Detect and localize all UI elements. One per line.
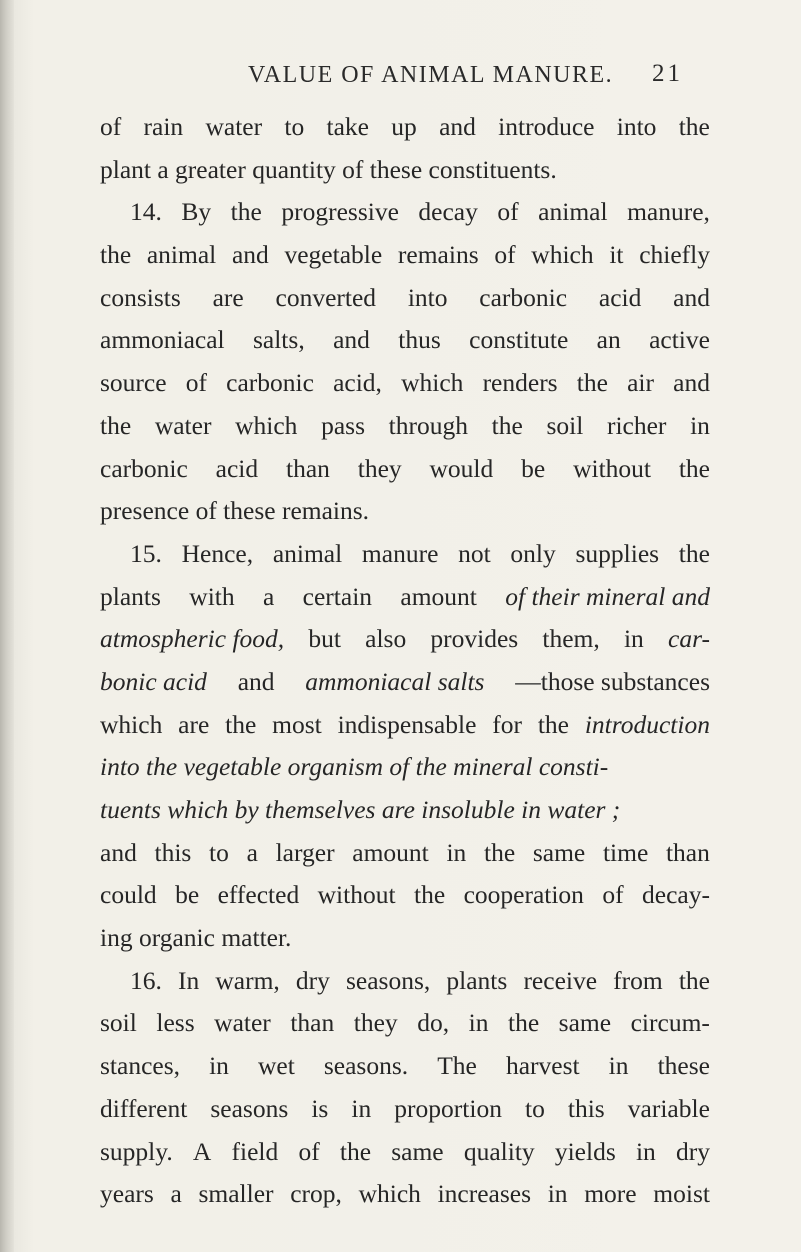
word: amount <box>352 837 429 867</box>
word: be <box>521 453 546 483</box>
word: the <box>678 538 710 568</box>
word: to <box>209 837 229 867</box>
word: the <box>678 965 710 995</box>
word: quality <box>463 1136 535 1166</box>
word: the <box>537 709 569 739</box>
word: 14. <box>130 197 162 227</box>
word: the <box>413 880 446 910</box>
word: different <box>100 1093 188 1123</box>
text-line <box>100 618 710 661</box>
word: but <box>308 624 341 654</box>
word: is <box>311 1093 329 1123</box>
word: In <box>177 965 200 995</box>
word: than <box>665 837 710 867</box>
word: in <box>635 1136 656 1166</box>
word: dry <box>295 965 330 995</box>
word: seasons <box>210 1093 289 1123</box>
word: certain <box>302 581 373 611</box>
text-line <box>100 234 710 277</box>
text-line <box>100 191 710 234</box>
word: and <box>333 325 370 355</box>
text-line <box>100 917 710 960</box>
word: ammoniacal <box>100 325 225 355</box>
word: the <box>576 368 608 398</box>
word: and <box>231 240 269 270</box>
word: a <box>246 837 258 867</box>
word: A <box>192 1136 212 1166</box>
word: acid, <box>333 368 382 398</box>
word: from <box>613 965 663 995</box>
word: variable <box>627 1093 710 1123</box>
text-line <box>100 746 710 789</box>
word: the <box>507 1008 540 1038</box>
word: plants <box>100 581 161 611</box>
word: would <box>429 453 494 483</box>
word: in <box>351 1093 372 1123</box>
word: 15. <box>130 538 162 568</box>
word: of <box>185 368 207 398</box>
word: in <box>209 1051 229 1081</box>
word: of <box>602 880 624 910</box>
word: smaller <box>198 1179 274 1209</box>
word: these <box>657 1051 710 1081</box>
text-line <box>100 149 710 192</box>
word: active <box>649 325 710 355</box>
word: the <box>678 453 710 483</box>
word: pass <box>321 410 366 440</box>
word: in <box>547 1179 568 1209</box>
word: carbonic <box>226 368 314 398</box>
word: moist <box>653 1179 710 1209</box>
word: the <box>484 837 516 867</box>
word: converted <box>275 282 377 312</box>
text-line <box>100 874 710 917</box>
word: into <box>407 282 448 312</box>
word: —those substances <box>515 666 710 696</box>
word: than <box>285 453 330 483</box>
word: them, <box>542 624 600 654</box>
text-line <box>100 1045 710 1088</box>
word: a <box>170 1179 182 1209</box>
word: warm, <box>215 965 280 995</box>
word: seasons, <box>346 965 431 995</box>
italic-word: atmospheric food, <box>100 624 285 654</box>
word: manure <box>361 538 439 568</box>
word: salts, <box>252 325 305 355</box>
word: water <box>154 410 212 440</box>
body-text <box>100 106 710 1216</box>
word: in <box>608 1051 629 1081</box>
word: most <box>272 709 322 739</box>
word: the <box>100 410 132 440</box>
text-line <box>100 576 710 619</box>
word: soil <box>546 410 584 440</box>
word: yields <box>554 1136 616 1166</box>
word: and <box>673 368 710 398</box>
word: of <box>497 197 519 227</box>
word: carbonic <box>479 282 568 312</box>
word: the <box>678 112 710 141</box>
text-line <box>100 490 710 533</box>
word: richer <box>606 410 667 440</box>
word: years <box>100 1179 154 1209</box>
text-line <box>100 832 710 875</box>
word: an <box>596 325 621 355</box>
text-line <box>100 789 710 832</box>
word: the <box>225 709 257 739</box>
word: take <box>326 112 369 141</box>
word: same <box>532 837 586 867</box>
word: which <box>235 410 298 440</box>
word: and <box>237 666 275 696</box>
word: this <box>567 1093 605 1123</box>
text-line <box>100 277 710 320</box>
word: supplies <box>575 538 660 568</box>
word: of <box>100 112 122 141</box>
word: wet <box>257 1051 295 1081</box>
word: the <box>100 240 132 270</box>
italic-word: car- <box>668 624 710 654</box>
running-head: VALUE OF ANIMAL MANURE. <box>248 62 614 88</box>
word: carbonic <box>100 453 188 483</box>
word: and <box>439 112 476 141</box>
word: rain <box>143 112 184 141</box>
text-line <box>100 106 710 149</box>
word: without <box>573 453 651 483</box>
word: The <box>437 1051 477 1081</box>
text-line <box>100 960 710 1003</box>
word: in <box>468 1008 489 1038</box>
word: which <box>401 368 464 398</box>
text-line <box>100 319 710 362</box>
word: chiefly <box>639 240 710 270</box>
word: field <box>231 1136 279 1166</box>
word: effected <box>217 880 300 910</box>
word: air <box>627 368 654 398</box>
italic-word: into the vegetable organism of the mineral consti- <box>100 752 609 782</box>
word: to <box>525 1093 545 1123</box>
word: thus <box>398 325 441 355</box>
word: provides <box>430 624 519 654</box>
word: Hence, <box>181 538 254 568</box>
word: vegetable <box>284 240 383 270</box>
word: larger <box>275 837 335 867</box>
word: circum- <box>630 1008 710 1038</box>
word: animal <box>146 240 217 270</box>
word: the <box>491 410 523 440</box>
word: the <box>230 197 262 227</box>
word: water <box>214 1008 271 1038</box>
word: not <box>458 538 491 568</box>
word: are <box>178 709 210 739</box>
word: proportion <box>394 1093 502 1123</box>
word: than <box>290 1008 335 1038</box>
word: cooperation <box>463 880 584 910</box>
italic-word: bonic acid <box>100 666 207 696</box>
word: it <box>609 240 624 270</box>
word: crop, <box>290 1179 342 1209</box>
word: be <box>175 880 200 910</box>
word: are <box>212 282 244 312</box>
text-line <box>100 661 710 704</box>
page-number: 21 <box>652 60 683 87</box>
word: into <box>616 112 657 141</box>
word: By <box>181 197 212 227</box>
italic-word: introduction <box>584 709 710 739</box>
word: presence of these remains. <box>100 496 370 526</box>
word: animal <box>272 538 343 568</box>
word: constitute <box>469 325 569 355</box>
word: seasons. <box>323 1051 409 1081</box>
word: water <box>205 112 263 141</box>
word: animal <box>538 197 608 227</box>
text-line <box>100 533 710 576</box>
word: ing organic matter. <box>100 923 292 953</box>
word: through <box>388 410 468 440</box>
text-line <box>100 1131 710 1174</box>
text-line <box>100 448 710 491</box>
word: in <box>623 624 644 654</box>
word: without <box>317 880 396 910</box>
text-line <box>100 704 710 747</box>
word: increases <box>437 1179 532 1209</box>
word: and <box>100 837 137 867</box>
word: introduce <box>498 112 595 141</box>
word: for <box>492 709 522 739</box>
word: decay- <box>642 880 710 910</box>
word: they <box>353 1008 398 1038</box>
word: plants <box>446 965 508 995</box>
word: progressive <box>281 197 399 227</box>
word: they <box>357 453 402 483</box>
word: the <box>339 1136 372 1166</box>
word: could <box>100 880 157 910</box>
word: acid <box>215 453 259 483</box>
page-gutter-shadow <box>0 0 14 1252</box>
word: 16. <box>130 965 162 995</box>
word: and <box>673 282 710 312</box>
word: which <box>531 240 594 270</box>
word: harvest <box>505 1051 580 1081</box>
text-line <box>100 362 710 405</box>
word: soil <box>100 1008 137 1038</box>
word: same <box>558 1008 612 1038</box>
word: in <box>690 410 710 440</box>
word: up <box>391 112 417 141</box>
word: manure, <box>627 197 710 227</box>
word: time <box>602 837 649 867</box>
word: with <box>189 581 235 611</box>
word: less <box>156 1008 195 1038</box>
word: receive <box>523 965 598 995</box>
word: indispensable <box>337 709 477 739</box>
word: do, <box>417 1008 450 1038</box>
italic-word: tuents which by themselves are insoluble in water ; <box>100 795 621 824</box>
word: of <box>298 1136 320 1166</box>
word: amount <box>400 581 477 611</box>
word: in <box>446 837 467 867</box>
word: only <box>510 538 556 568</box>
word: which <box>358 1179 421 1209</box>
word: source <box>100 368 167 398</box>
word: to <box>284 112 305 141</box>
word: this <box>154 837 192 867</box>
word: also <box>365 624 407 654</box>
word: renders <box>482 368 558 398</box>
page-header <box>0 58 801 94</box>
word: more <box>584 1179 637 1209</box>
word: dry <box>675 1136 710 1166</box>
word: supply. <box>100 1136 173 1166</box>
word: a <box>262 581 275 611</box>
italic-word: ammoniacal salts <box>305 666 485 696</box>
text-line <box>100 1173 710 1216</box>
word: plant a greater quantity of these constituents. <box>100 154 557 184</box>
word: same <box>391 1136 444 1166</box>
word: remains <box>397 240 479 270</box>
text-line <box>100 405 710 448</box>
word: stances, <box>100 1051 181 1081</box>
text-line <box>100 1088 710 1131</box>
text-line <box>100 1002 710 1045</box>
word: which <box>100 709 163 739</box>
word: acid <box>598 282 642 312</box>
word: decay <box>418 197 478 227</box>
word: consists <box>100 282 181 312</box>
word: of <box>494 240 516 270</box>
italic-word: of their mineral and <box>505 581 710 611</box>
